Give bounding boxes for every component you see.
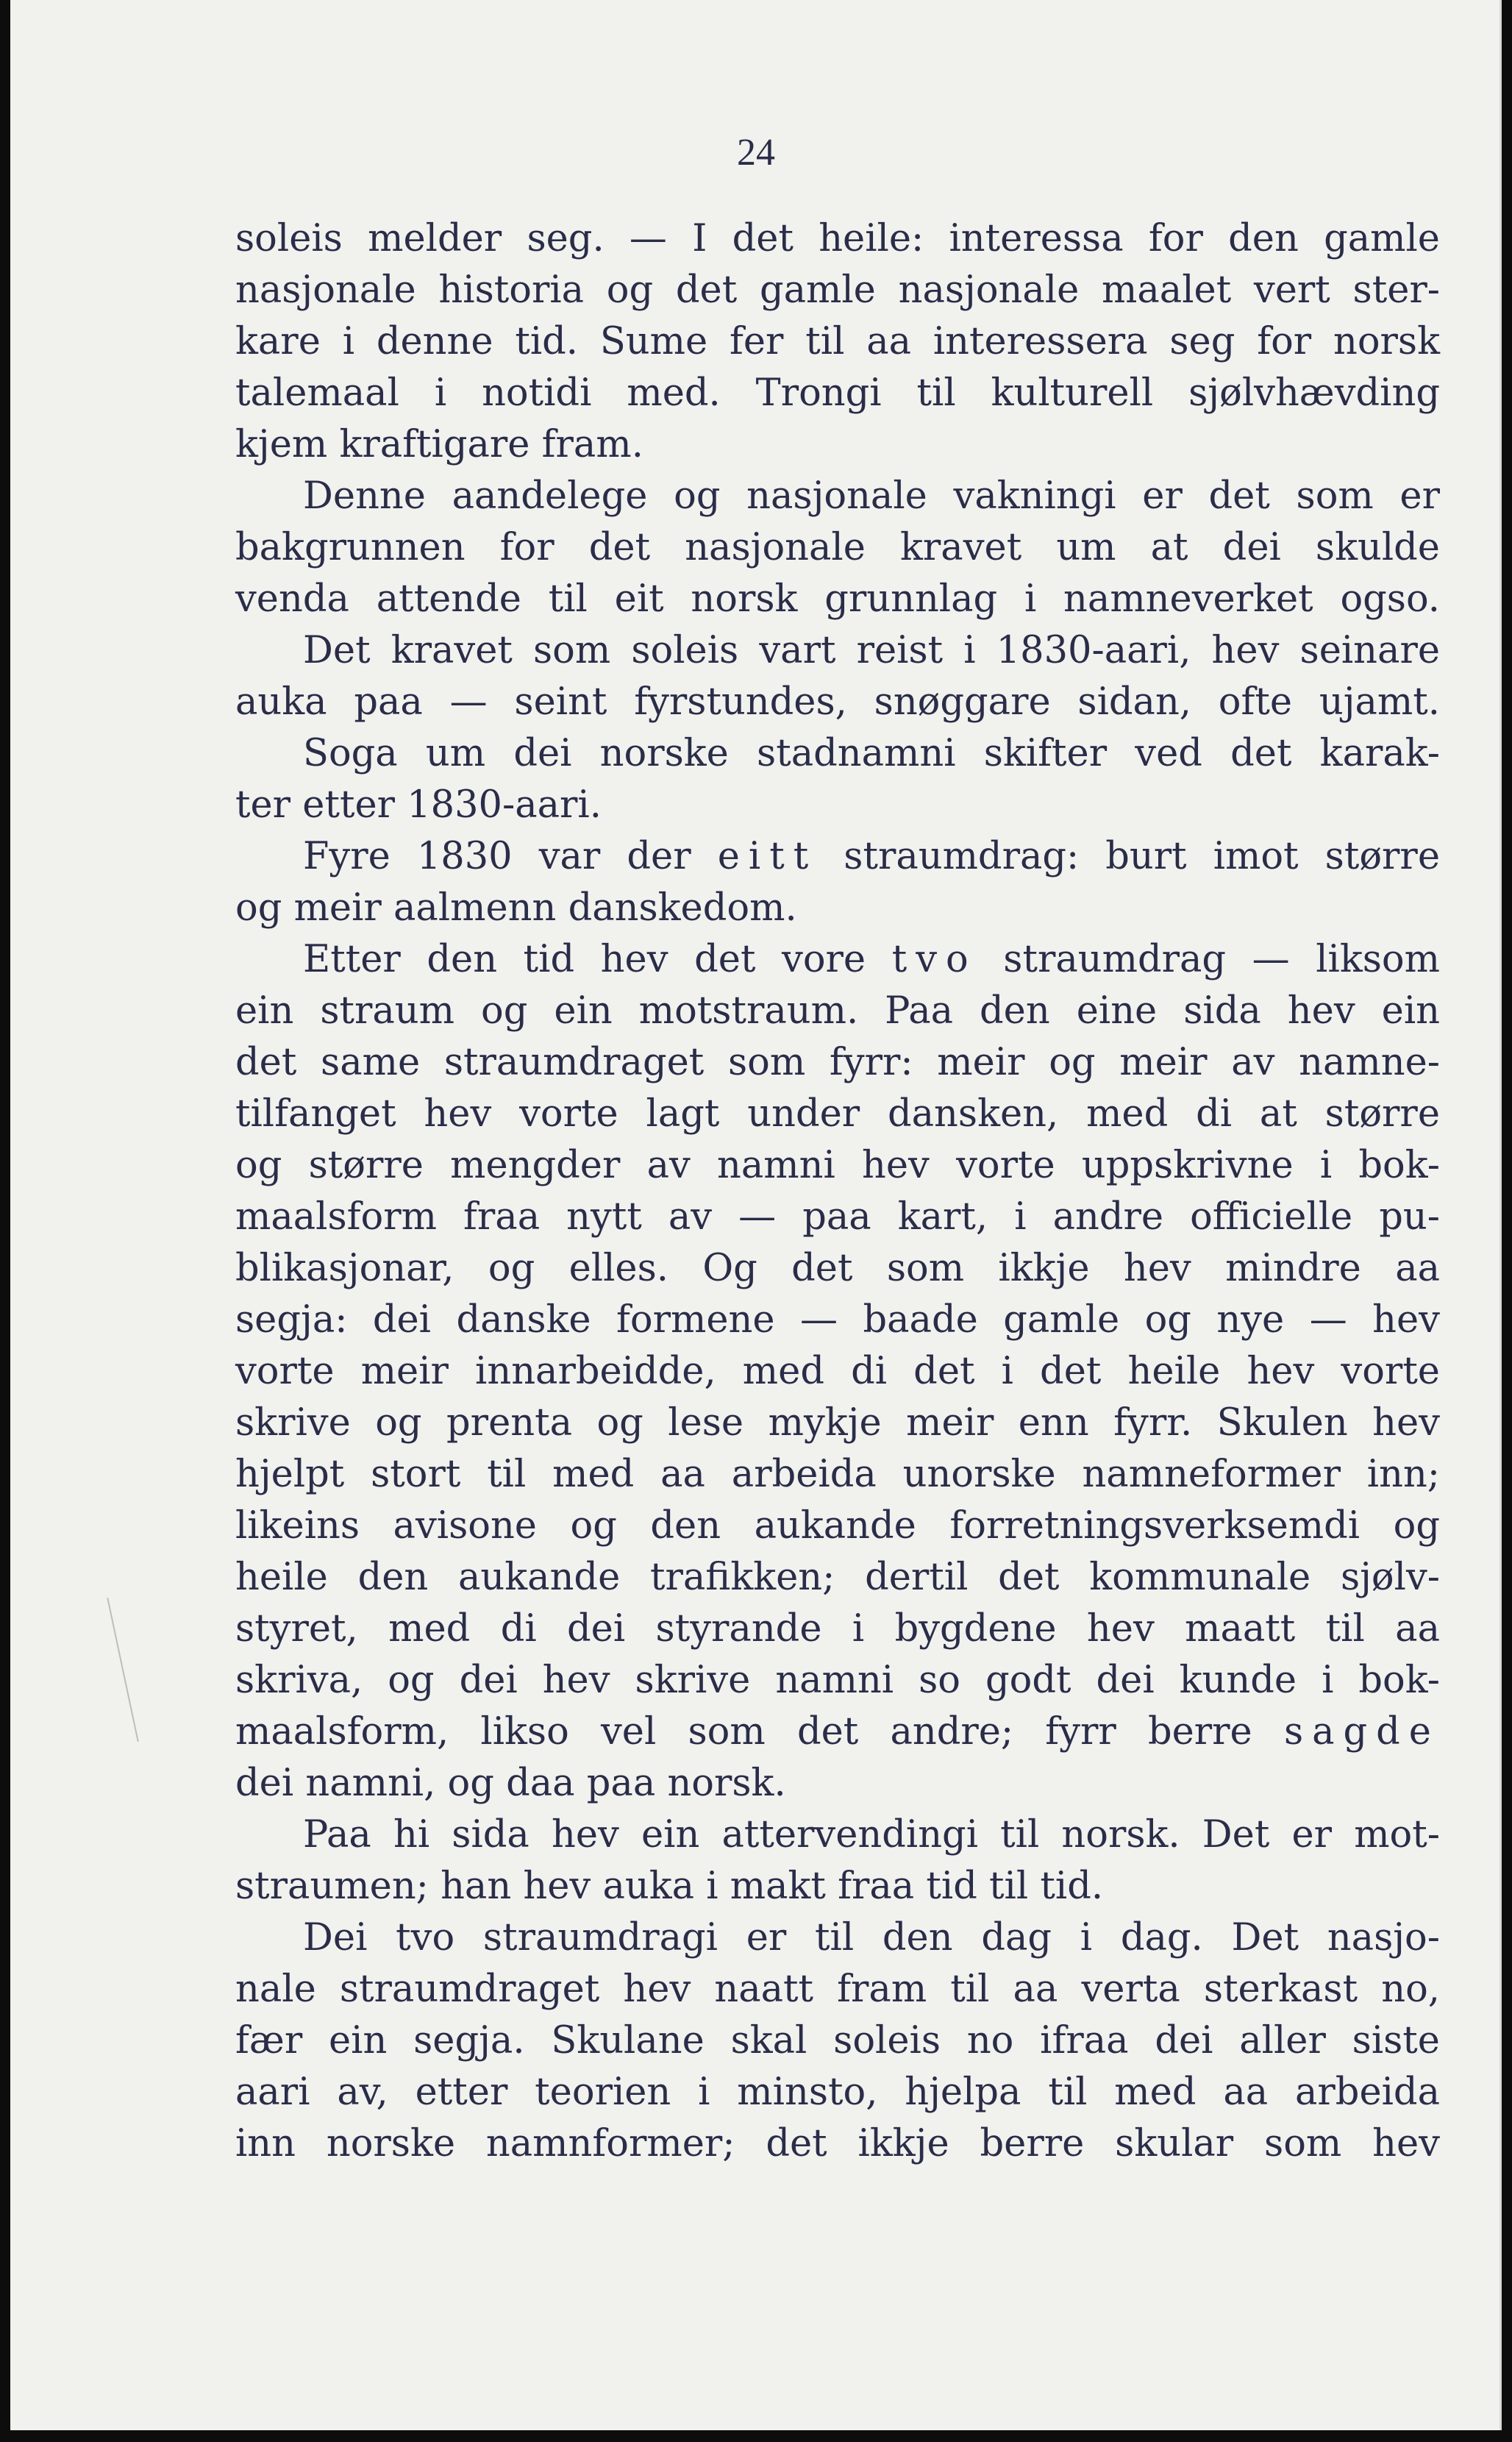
text-line: nale straumdraget hev naatt fram til aa verta sterkast no,	[235, 1968, 1440, 2011]
text-line: og større mengder av namni hev vorte uppskrivne i bok-	[235, 1144, 1440, 1187]
text-line	[235, 831, 1440, 883]
text-line: kjem kraftigare fram.	[235, 423, 643, 466]
text-segment: maalsform, likso vel som det andre; fyrr berre	[235, 1710, 1284, 1754]
text-segment: Etter den tid hev det vore	[303, 938, 892, 981]
text-line: dei namni, og daa paa norsk.	[235, 1762, 786, 1805]
text-line: Paa hi sida hev ein attervendingi til norsk. Det er mot-	[303, 1813, 1440, 1857]
text-line	[235, 1706, 1440, 1758]
text-line: styret, med di dei styrande i bygdene hev maatt til aa	[235, 1607, 1440, 1651]
text-line: ter etter 1830-aari.	[235, 783, 602, 827]
text-line: inn norske namnformer; det ikkje berre skular som hev	[235, 2122, 1440, 2165]
text-line: maalsform fraa nytt av — paa kart, i andre officielle pu-	[235, 1195, 1440, 1239]
text-line: skriva, og dei hev skrive namni so godt dei kunde i bok-	[235, 1659, 1440, 1702]
emphasized-word: eitt	[717, 835, 818, 878]
text-line: og meir aalmenn danskedom.	[235, 886, 797, 930]
text-line: Dei tvo straumdragi er til den dag i dag. Det nasjo-	[303, 1916, 1440, 1959]
text-segment: straumdrag: burt imot større	[817, 835, 1440, 878]
text-line: kare i denne tid. Sume fer til aa interessera seg for norsk	[235, 320, 1440, 363]
text-line: det same straumdraget som fyrr: meir og meir av namne-	[235, 1041, 1440, 1084]
text-line: likeins avisone og den aukande forretningsverksemdi og	[235, 1504, 1440, 1548]
text-line: skrive og prenta og lese mykje meir enn fyrr. Skulen hev	[235, 1401, 1440, 1445]
text-line: talemaal i notidi med. Trongi til kulturell sjølvhævding	[235, 371, 1440, 415]
text-line: Soga um dei norske stadnamni skifter ved det karak-	[303, 732, 1440, 775]
text-line	[235, 934, 1440, 986]
text-line: bakgrunnen for det nasjonale kravet um at dei skulde	[235, 526, 1440, 569]
text-segment: Fyre 1830 var der	[303, 835, 718, 878]
text-line: fær ein segja. Skulane skal soleis no ifraa dei aller siste	[235, 2019, 1440, 2062]
body-text	[235, 213, 1440, 2170]
text-line: hjelpt stort til med aa arbeida unorske namneformer inn;	[235, 1453, 1440, 1496]
text-line: tilfanget hev vorte lagt under dansken, med di at større	[235, 1092, 1440, 1136]
page-number: 24	[737, 132, 775, 174]
text-line: nasjonale historia og det gamle nasjonale maalet vert ster-	[235, 268, 1440, 312]
text-line: venda attende til eit norsk grunnlag i namneverket ogso.	[235, 577, 1440, 621]
emphasized-word: sagde	[1283, 1710, 1440, 1754]
text-line: Det kravet som soleis vart reist i 1830-aari, hev seinare	[303, 629, 1440, 672]
text-line: ein straum og ein motstraum. Paa den eine sida hev ein	[235, 989, 1440, 1033]
paper-scratch-mark	[107, 1598, 139, 1742]
text-line: auka paa — seint fyrstundes, snøggare sidan, ofte ujamt.	[235, 680, 1440, 724]
text-line: heile den aukande trafikken; dertil det kommunale sjølv-	[235, 1556, 1440, 1599]
text-segment: straumdrag — liksom	[977, 938, 1440, 981]
text-line: soleis melder seg. — I det heile: interessa for den gamle	[235, 217, 1440, 260]
emphasized-word: tvo	[891, 938, 977, 981]
text-line: segja: dei danske formene — baade gamle og nye — hev	[235, 1298, 1440, 1342]
book-page	[10, 0, 1502, 2430]
text-line: Denne aandelege og nasjonale vakningi er det som er	[303, 474, 1440, 518]
text-line: straumen; han hev auka i makt fraa tid til tid.	[235, 1865, 1104, 1908]
text-line: aari av, etter teorien i minsto, hjelpa til med aa arbeida	[235, 2071, 1440, 2114]
text-line: blikasjonar, og elles. Og det som ikkje hev mindre aa	[235, 1247, 1440, 1290]
text-line: vorte meir innarbeidde, med di det i det heile hev vorte	[235, 1350, 1440, 1393]
